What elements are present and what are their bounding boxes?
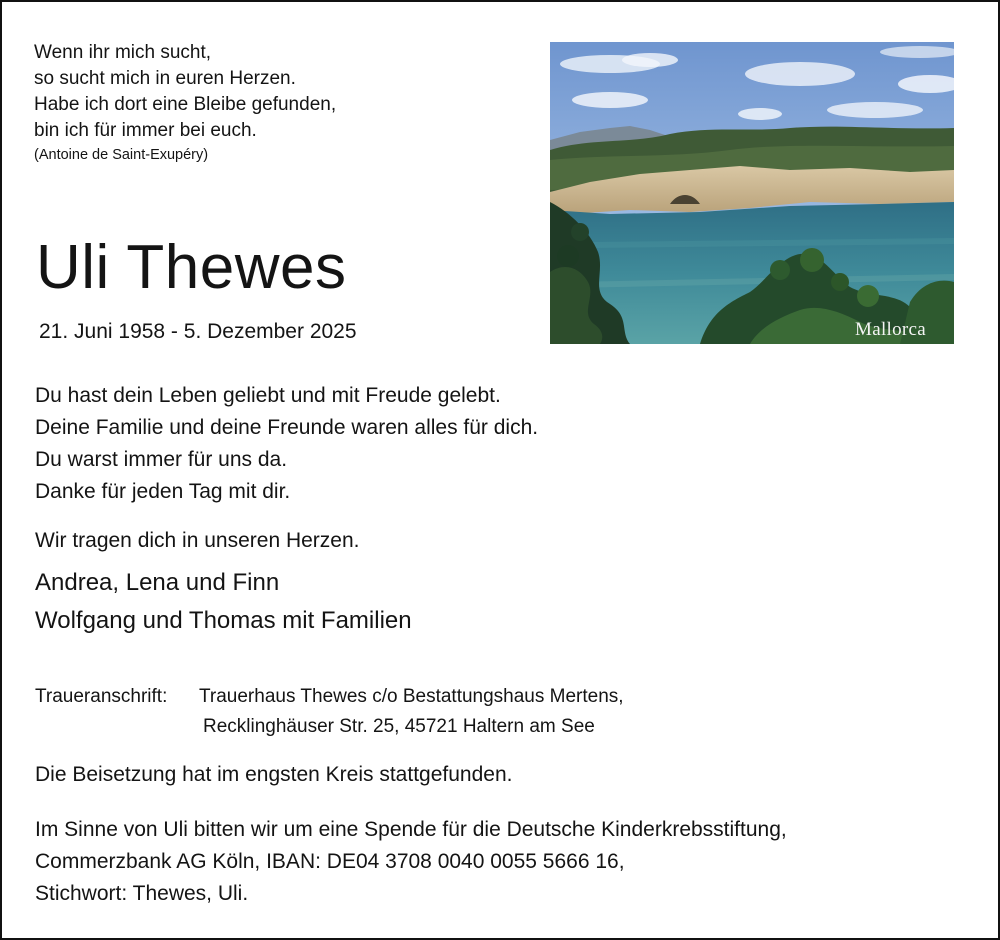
- landscape-photo: [550, 42, 954, 344]
- mourners: [35, 564, 412, 640]
- mourner-line: Wolfgang und Thomas mit Familien: [35, 607, 412, 634]
- donation-line: Stichwort: Thewes, Uli.: [35, 882, 249, 905]
- tribute-text: [35, 380, 538, 508]
- photo-caption: Mallorca: [855, 319, 926, 340]
- mallorca-landscape-image: [550, 42, 954, 344]
- tribute-line: Danke für jeden Tag mit dir.: [35, 480, 291, 503]
- donation-note: [35, 814, 787, 910]
- address-label: Traueranschrift:: [35, 686, 168, 707]
- hearts-line: Wir tragen dich in unseren Herzen.: [35, 529, 360, 552]
- life-dates: 21. Juni 1958 - 5. Dezember 2025: [39, 320, 357, 343]
- poem-line: Wenn ihr mich sucht,: [34, 42, 212, 63]
- donation-line: Commerzbank AG Köln, IBAN: DE04 3708 0040 0055 5666 16,: [35, 850, 625, 873]
- address-line-2: Recklinghäuser Str. 25, 45721 Haltern am See: [203, 716, 595, 737]
- mourner-line: Andrea, Lena und Finn: [35, 569, 280, 596]
- poem: [34, 40, 336, 166]
- burial-note: Die Beisetzung hat im engsten Kreis stattgefunden.: [35, 763, 513, 786]
- deceased-name: Uli Thewes: [36, 233, 347, 302]
- tribute-line: Deine Familie und deine Freunde waren alles für dich.: [35, 416, 539, 439]
- poem-line: Habe ich dort eine Bleibe gefunden,: [34, 94, 337, 115]
- donation-line: Im Sinne von Uli bitten wir um eine Spende für die Deutsche Kinderkrebsstiftung,: [35, 818, 787, 841]
- tribute-line: Du warst immer für uns da.: [35, 448, 288, 471]
- poem-line: bin ich für immer bei euch.: [34, 120, 257, 141]
- poem-author: (Antoine de Saint-Exupéry): [34, 147, 209, 163]
- tribute-line: Du hast dein Leben geliebt und mit Freude gelebt.: [35, 384, 501, 407]
- poem-line: so sucht mich in euren Herzen.: [34, 68, 296, 89]
- address-line-1: Trauerhaus Thewes c/o Bestattungshaus Mertens,: [199, 686, 624, 707]
